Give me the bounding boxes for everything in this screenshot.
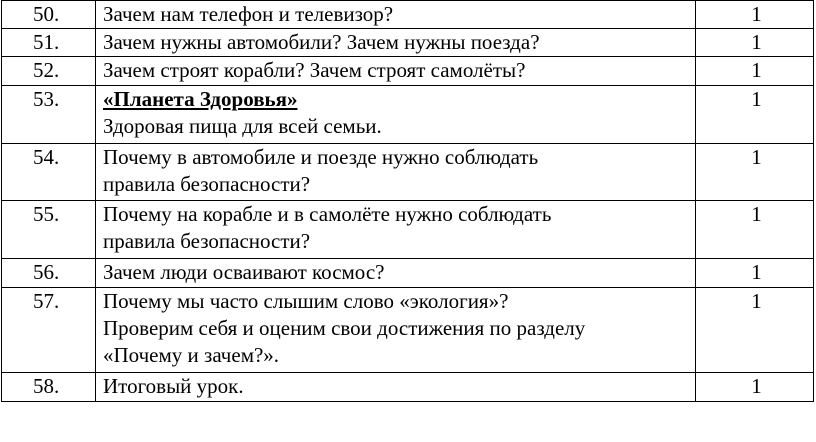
- lesson-topic: [96, 373, 696, 402]
- lesson-hours: 1: [696, 57, 814, 86]
- lesson-topic: [96, 57, 696, 86]
- lesson-number: 58.: [2, 373, 96, 402]
- lesson-number: 53.: [2, 86, 96, 144]
- table-row: [2, 259, 814, 288]
- lesson-hours: 1: [696, 373, 814, 402]
- table-row: [2, 373, 814, 402]
- topic-line: правила безопасности?: [103, 172, 311, 196]
- topic-line: Зачем нам телефон и телевизор?: [103, 2, 394, 26]
- lesson-number: 55.: [2, 201, 96, 259]
- section-title: «Планета Здоровья»: [103, 87, 298, 111]
- topic-line: Здоровая пища для всей семьи.: [103, 114, 382, 138]
- lesson-topic: [96, 201, 696, 259]
- lesson-number: 57.: [2, 288, 96, 373]
- topic-line: Проверим себя и оценим свои достижения по разделу: [103, 316, 586, 340]
- topic-line: Почему в автомобиле и поезде нужно соблюдать: [103, 145, 539, 169]
- lesson-hours: 1: [696, 144, 814, 201]
- lesson-topic: [96, 259, 696, 288]
- lesson-hours: 1: [696, 288, 814, 373]
- table-row: [2, 57, 814, 86]
- lesson-hours: 1: [696, 1, 814, 29]
- topic-line: «Почему и зачем?».: [103, 343, 280, 367]
- lesson-topic: [96, 86, 696, 144]
- table-row: [2, 86, 814, 144]
- table-row: [2, 201, 814, 259]
- topic-line: Итоговый урок.: [103, 374, 244, 398]
- lesson-hours: 1: [696, 86, 814, 144]
- topic-line: Зачем строят корабли? Зачем строят самолёты?: [103, 58, 526, 82]
- lesson-topic: [96, 29, 696, 57]
- lesson-number: 50.: [2, 1, 96, 29]
- lesson-hours: 1: [696, 201, 814, 259]
- lesson-number: 56.: [2, 259, 96, 288]
- table-row: [2, 144, 814, 201]
- lesson-number: 54.: [2, 144, 96, 201]
- lesson-number: 51.: [2, 29, 96, 57]
- lesson-hours: 1: [696, 29, 814, 57]
- table-row: [2, 29, 814, 57]
- topic-line: Почему на корабле и в самолёте нужно соблюдать: [103, 202, 552, 226]
- lesson-number: 52.: [2, 57, 96, 86]
- lesson-topic: [96, 144, 696, 201]
- lesson-topic: [96, 288, 696, 373]
- lesson-topic: [96, 1, 696, 29]
- topic-line: правила безопасности?: [103, 229, 311, 253]
- topic-line: Зачем люди осваивают космос?: [103, 260, 385, 284]
- lesson-hours: 1: [696, 259, 814, 288]
- lesson-plan-table: [1, 0, 814, 402]
- table-row: [2, 1, 814, 29]
- topic-line: Почему мы часто слышим слово «экология»?: [103, 289, 509, 313]
- topic-line: Зачем нужны автомобили? Зачем нужны поезда?: [103, 30, 540, 54]
- table-row: [2, 288, 814, 373]
